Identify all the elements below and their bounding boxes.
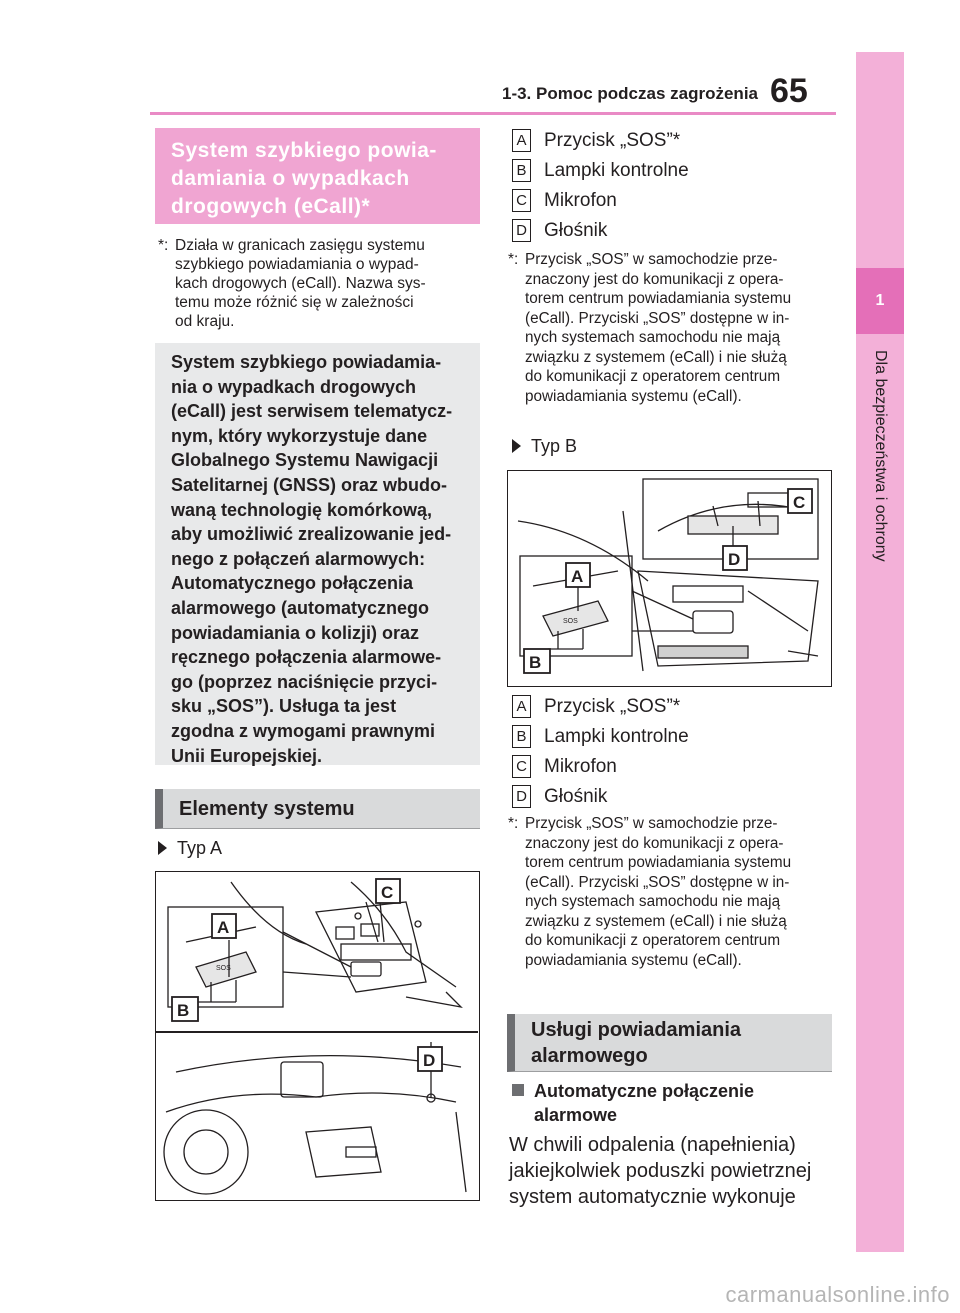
info-line: Satelitarnej (GNSS) oraz wbudo-: [171, 474, 448, 495]
footnote-line: znaczony jest do komunikacji z opera-: [525, 270, 784, 288]
footnote-line: torem centrum powiadamiania systemu: [525, 854, 792, 871]
footnote-line: kach drogowych (eCall). Nazwa sys-: [175, 275, 426, 292]
body-line: system automatycznie wykonuje: [509, 1186, 796, 1208]
footnote-line: Działa w granicach zasięgu systemu: [175, 237, 425, 254]
list-item: [512, 159, 832, 189]
list-item-text: Mikrofon: [544, 756, 617, 777]
services-heading-line: Usługi powiadamiania: [531, 1019, 742, 1041]
info-line: ręcznego połączenia alarmowe-: [171, 647, 442, 668]
footnote-line: nych systemach samochodu nie mają: [525, 329, 781, 346]
header-rule: [150, 112, 836, 115]
watermark: carmanualsonline.info: [725, 1282, 950, 1307]
type-a-label: [158, 838, 222, 859]
callout-c: C: [381, 883, 394, 902]
footnote-line: (eCall). Przyciski „SOS” dostępne w in-: [525, 873, 790, 891]
sos-text: SOS: [563, 618, 578, 625]
info-line: go (poprzez naciśnięcie przyci-: [171, 671, 438, 692]
footnote-line: do komunikacji z operatorem centrum: [525, 368, 781, 385]
list-item-text: Głośnik: [544, 786, 608, 807]
type-b-label: [512, 436, 577, 457]
component-list-b: [512, 695, 832, 815]
footnote-line: powiadamiania systemu (eCall).: [525, 387, 742, 405]
callout-a: A: [217, 918, 230, 937]
auto-call-body: [509, 1132, 839, 1210]
key-badge: A: [512, 129, 531, 152]
info-line: nego z połączeń alarmowych:: [171, 548, 426, 569]
component-list-a: [512, 129, 832, 249]
callout-b: B: [529, 653, 542, 672]
sos-button-label: [216, 965, 231, 972]
info-line: alarmowego (automatycznego: [171, 597, 430, 618]
footnote-line: związku z systemem (eCall) i nie służą: [525, 912, 787, 930]
chapter-sidebar: [856, 52, 904, 1252]
footnote-line: od kraju.: [175, 313, 235, 330]
list-item-text: Przycisk „SOS”*: [544, 130, 681, 151]
info-line: waną technologię komórkową,: [171, 499, 433, 520]
sos-footnote-a: [508, 250, 834, 410]
info-line: Unii Europejskiej.: [171, 745, 323, 766]
list-item: [512, 129, 832, 159]
services-heading-line: alarmowego: [531, 1045, 648, 1067]
list-item-text: Przycisk „SOS”*: [544, 696, 681, 717]
section-heading-elements: Elementy systemu: [155, 789, 480, 829]
info-box: [155, 343, 480, 765]
list-item-text: Głośnik: [544, 220, 608, 241]
list-item: [512, 785, 832, 815]
sos-footnote-b: [508, 814, 834, 974]
ecall-heading-box: [155, 128, 480, 224]
chapter-title-text: Dla bezpieczeństwa i ochrony: [872, 350, 889, 562]
bullet-triangle-icon: [158, 841, 167, 855]
availability-footnote: [158, 236, 480, 336]
auto-call-heading: [512, 1079, 832, 1129]
footnote-line: nych systemach samochodu nie mają: [525, 893, 781, 910]
body-line: jakiejkolwiek poduszki powietrznej: [509, 1160, 812, 1182]
list-item: [512, 189, 832, 219]
footnote-line: temu może różnić się w zależności: [175, 294, 414, 311]
chapter-title: [859, 350, 901, 610]
page-number: 65: [770, 72, 808, 110]
callout-d: D: [423, 1051, 436, 1070]
key-badge: C: [512, 755, 531, 778]
footnote-marker: *:: [508, 815, 519, 832]
body-line: W chwili odpalenia (napełnienia): [509, 1134, 796, 1156]
list-item-text: Mikrofon: [544, 190, 617, 211]
callout-d: D: [728, 550, 741, 569]
section-heading-services: [507, 1014, 832, 1072]
key-badge: A: [512, 695, 531, 718]
info-line: (eCall) jest serwisem telematycz-: [171, 401, 453, 422]
chapter-number: 1: [856, 268, 904, 334]
figure-type-b: [507, 470, 832, 687]
footnote-line: znaczony jest do komunikacji z opera-: [525, 834, 784, 852]
figure-type-b-illustration: [508, 471, 830, 685]
info-line: zgodna z wymogami prawnymi: [171, 720, 436, 741]
list-item-text: Lampki kontrolne: [544, 160, 689, 181]
list-item: [512, 725, 832, 755]
footnote-line: (eCall). Przyciski „SOS” dostępne w in-: [525, 309, 790, 327]
key-badge: B: [512, 159, 531, 182]
type-a-text: Typ A: [177, 838, 223, 858]
callout-a: A: [571, 567, 584, 586]
ecall-heading-line: System szybkiego powia-: [171, 139, 437, 162]
ecall-heading-line: damiania o wypadkach: [171, 167, 410, 190]
info-line: powiadamiania o kolizji) oraz: [171, 622, 420, 643]
auto-heading-line: alarmowe: [534, 1105, 618, 1125]
key-badge: D: [512, 785, 531, 808]
figure-type-a: [155, 871, 480, 1201]
info-line: nia o wypadkach drogowych: [171, 376, 417, 397]
ecall-heading-line: drogowych (eCall)*: [171, 195, 371, 218]
bullet-triangle-icon: [512, 439, 521, 453]
list-item: [512, 755, 832, 785]
footnote-marker: *:: [158, 237, 169, 254]
info-line: nym, który wykorzystuje dane: [171, 425, 428, 446]
info-line: Globalnego Systemu Nawigacji: [171, 450, 439, 471]
list-item: [512, 695, 832, 725]
key-badge: D: [512, 219, 531, 242]
footnote-line: powiadamiania systemu (eCall).: [525, 951, 742, 969]
footnote-line: Przycisk „SOS” w samochodzie prze-: [525, 815, 778, 832]
info-line: Automatycznego połączenia: [171, 573, 414, 594]
info-line: sku „SOS”). Usługa ta jest: [171, 696, 397, 717]
footnote-line: do komunikacji z operatorem centrum: [525, 932, 781, 949]
footnote-marker: *:: [508, 251, 519, 268]
footnote-line: związku z systemem (eCall) i nie służą: [525, 348, 787, 366]
footnote-line: szybkiego powiadamiania o wypad-: [175, 256, 419, 273]
list-item: [512, 219, 832, 249]
key-badge: B: [512, 725, 531, 748]
callout-b: B: [177, 1001, 190, 1020]
auto-heading-line: Automatyczne połączenie: [534, 1081, 755, 1101]
key-badge: C: [512, 189, 531, 212]
footnote-line: torem centrum powiadamiania systemu: [525, 290, 792, 307]
figure-type-a-illustration: [156, 872, 478, 1199]
info-line: aby umożliwić zrealizowanie jed-: [171, 524, 452, 545]
sos-text: SOS: [216, 965, 231, 972]
list-item-text: Lampki kontrolne: [544, 726, 689, 747]
type-b-text: Typ B: [531, 436, 578, 456]
footnote-line: Przycisk „SOS” w samochodzie prze-: [525, 251, 778, 268]
square-bullet-icon: [512, 1084, 524, 1096]
section-title: 1-3. Pomoc podczas zagrożenia: [501, 84, 758, 103]
info-line: System szybkiego powiadamia-: [171, 352, 442, 372]
callout-c: C: [793, 493, 806, 512]
